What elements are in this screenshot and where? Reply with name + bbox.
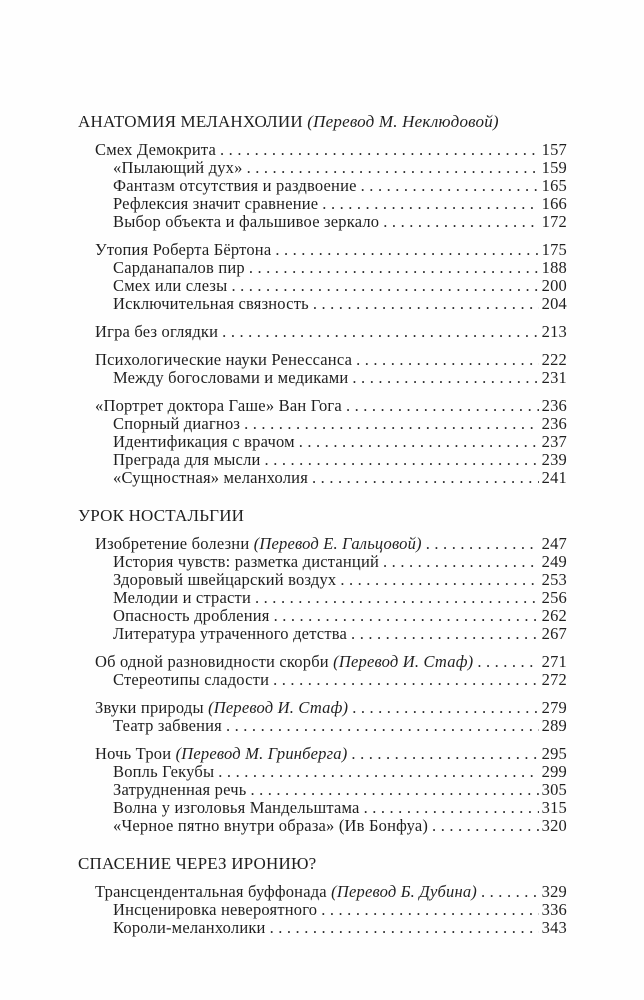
dot-leader — [226, 717, 539, 735]
dot-leader — [352, 369, 538, 387]
toc-entry — [78, 717, 567, 735]
toc-entry-title: Между богословами и медиками — [113, 368, 349, 387]
toc-entry — [78, 159, 567, 177]
toc-entry-title: Мелодии и страсти — [113, 588, 251, 607]
toc-entry-page: 204 — [541, 294, 567, 313]
dot-leader — [218, 763, 538, 781]
toc-entry — [78, 817, 567, 835]
toc-entry — [78, 433, 567, 451]
toc-entry — [78, 141, 567, 159]
toc-entry — [78, 369, 567, 387]
toc-entry — [78, 745, 567, 763]
toc-entry-title: Психологические науки Ренессанса — [95, 350, 353, 369]
toc-entry-page: 249 — [541, 552, 567, 571]
toc-entry-title: История чувств: разметка дистанций — [113, 552, 380, 571]
toc-entry — [78, 259, 567, 277]
toc-entry-title: Об одной разновидности скорби (Перевод И. Стаф) — [95, 652, 474, 671]
dot-leader — [351, 625, 539, 643]
dot-leader — [340, 571, 538, 589]
toc-entry — [78, 415, 567, 433]
toc-entry-page: 157 — [541, 140, 567, 159]
toc-entry-page: 262 — [541, 606, 567, 625]
toc-entry-page: 271 — [541, 652, 567, 671]
section-heading-text: СПАСЕНИЕ ЧЕРЕЗ ИРОНИЮ? — [78, 854, 317, 873]
toc-entry — [78, 763, 567, 781]
toc-section — [78, 507, 567, 835]
toc-entry-title: Инсценировка невероятного — [113, 900, 318, 919]
toc-entry — [78, 553, 567, 571]
dot-leader — [383, 213, 538, 231]
dot-leader — [432, 817, 539, 835]
dot-leader — [231, 277, 538, 295]
toc-entry — [78, 277, 567, 295]
toc-entry — [78, 671, 567, 689]
toc-entry-title: Затрудненная речь — [113, 780, 247, 799]
toc-entry-page: 236 — [541, 414, 567, 433]
toc-entry — [78, 901, 567, 919]
dot-leader — [481, 883, 539, 901]
dot-leader — [255, 589, 539, 607]
dot-leader — [249, 259, 539, 277]
dot-leader — [274, 607, 539, 625]
toc-entry-title: Спорный диагноз — [113, 414, 241, 433]
toc-entry-title: Смех Демокрита — [95, 140, 217, 159]
toc-entry — [78, 625, 567, 643]
toc-content — [78, 93, 567, 937]
toc-entry-title: Исключительная связность — [113, 294, 309, 313]
toc-entry-title: Преграда для мысли — [113, 450, 261, 469]
toc-entry-title: Ночь Трои (Перевод М. Гринберга) — [95, 744, 348, 763]
dot-leader — [313, 295, 539, 313]
toc-entry-page: 237 — [541, 432, 567, 451]
toc-entry — [78, 241, 567, 259]
toc-entry-page: 320 — [541, 816, 567, 835]
toc-entry-page: 213 — [541, 322, 567, 341]
toc-entry-translator: (Перевод И. Стаф) — [333, 652, 474, 671]
toc-entry-page: 343 — [541, 918, 567, 937]
toc-entry-translator: (Перевод М. Гринберга) — [175, 744, 348, 763]
dot-leader — [346, 397, 539, 415]
dot-leader — [270, 919, 539, 937]
toc-entry-title: Утопия Роберта Бёртона — [95, 240, 272, 259]
toc-entry-page: 166 — [541, 194, 567, 213]
dot-leader — [361, 177, 539, 195]
section-heading — [78, 507, 567, 525]
toc-entry-page: 236 — [541, 396, 567, 415]
toc-entry-title: «Черное пятно внутри образа» (Ив Бонфуа) — [113, 816, 429, 835]
toc-entry — [78, 653, 567, 671]
toc-entry-page: 222 — [541, 350, 567, 369]
toc-entry — [78, 607, 567, 625]
dot-leader — [244, 415, 539, 433]
dot-leader — [364, 799, 539, 817]
toc-entry — [78, 195, 567, 213]
toc-entry — [78, 213, 567, 231]
toc-entry-page: 336 — [541, 900, 567, 919]
dot-leader — [426, 535, 539, 553]
toc-entry — [78, 781, 567, 799]
toc-entry-title: Здоровый швейцарский воздух — [113, 570, 337, 589]
toc-entry — [78, 451, 567, 469]
toc-entry-page: 188 — [541, 258, 567, 277]
toc-entry-title: Идентификация с врачом — [113, 432, 295, 451]
toc-entry-title: Игра без оглядки — [95, 322, 219, 341]
section-heading — [78, 113, 567, 131]
toc-entry-title: Сарданапалов пир — [113, 258, 245, 277]
toc-entry-title: «Пылающий дух» — [113, 158, 243, 177]
toc-entry-page: 267 — [541, 624, 567, 643]
toc-entry-page: 272 — [541, 670, 567, 689]
toc-entry — [78, 799, 567, 817]
toc-entry-title: «Портрет доктора Гаше» Ван Гога — [95, 396, 342, 415]
dot-leader — [356, 351, 539, 369]
toc-entry-title: Звуки природы (Перевод И. Стаф) — [95, 698, 349, 717]
toc-entry-page: 247 — [541, 534, 567, 553]
toc-entry-translator: (Перевод Е. Гальцовой) — [253, 534, 422, 553]
toc-entry-page: 305 — [541, 780, 567, 799]
toc-entry — [78, 177, 567, 195]
toc-entry-title: Рефлексия значит сравнение — [113, 194, 319, 213]
dot-leader — [247, 159, 539, 177]
toc-entry-title: Смех или слезы — [113, 276, 228, 295]
section-heading-text: АНАТОМИЯ МЕЛАНХОЛИИ — [78, 112, 308, 131]
section-heading-translator: (Перевод М. Неклюдовой) — [307, 112, 499, 131]
dot-leader — [321, 901, 538, 919]
toc-entry-page: 200 — [541, 276, 567, 295]
toc-entry-page: 175 — [541, 240, 567, 259]
toc-entry — [78, 535, 567, 553]
toc-entry-title: Вопль Гекубы — [113, 762, 215, 781]
toc-entry-page: 239 — [541, 450, 567, 469]
toc-entry-title: Волна у изголовья Мандельштама — [113, 798, 360, 817]
toc-entry-page: 256 — [541, 588, 567, 607]
toc-entry-page: 241 — [541, 468, 567, 487]
toc-entry-title: Короли-меланхолики — [113, 918, 266, 937]
dot-leader — [299, 433, 539, 451]
toc-entry-title: Опасность дробления — [113, 606, 270, 625]
toc-entry-translator: (Перевод Б. Дубина) — [331, 882, 477, 901]
dot-leader — [220, 141, 539, 159]
dot-leader — [477, 653, 538, 671]
dot-leader — [351, 745, 538, 763]
toc-entry-page: 295 — [541, 744, 567, 763]
toc-entry-title: Изобретение болезни (Перевод Е. Гальцовой) — [95, 534, 422, 553]
toc-entry-title: Фантазм отсутствия и раздвоение — [113, 176, 357, 195]
dot-leader — [265, 451, 539, 469]
toc-entry-title: Литература утраченного детства — [113, 624, 348, 643]
toc-entry-page: 159 — [541, 158, 567, 177]
toc-entry — [78, 351, 567, 369]
section-heading — [78, 855, 567, 873]
dot-leader — [222, 323, 538, 341]
toc-section — [78, 855, 567, 937]
toc-entry-translator: (Перевод И. Стаф) — [208, 698, 349, 717]
toc-entry — [78, 323, 567, 341]
dot-leader — [352, 699, 538, 717]
toc-entry-page: 329 — [541, 882, 567, 901]
toc-entry-title: Стереотипы сладости — [113, 670, 270, 689]
toc-section — [78, 113, 567, 487]
toc-entry-page: 231 — [541, 368, 567, 387]
toc-entry-title: Выбор объекта и фальшивое зеркало — [113, 212, 380, 231]
toc-entry — [78, 699, 567, 717]
toc-entry-page: 289 — [541, 716, 567, 735]
toc-entry — [78, 571, 567, 589]
toc-entry-title: Театр забвения — [113, 716, 222, 735]
toc-entry — [78, 397, 567, 415]
toc-entry-page: 299 — [541, 762, 567, 781]
dot-leader — [383, 553, 539, 571]
toc-entry — [78, 295, 567, 313]
dot-leader — [250, 781, 538, 799]
toc-entry — [78, 469, 567, 487]
toc-entry-title: «Сущностная» меланхолия — [113, 468, 309, 487]
dot-leader — [273, 671, 539, 689]
toc-entry-page: 253 — [541, 570, 567, 589]
dot-leader — [312, 469, 539, 487]
section-heading-text: УРОК НОСТАЛЬГИИ — [78, 506, 245, 525]
toc-entry-page: 165 — [541, 176, 567, 195]
dot-leader — [275, 241, 538, 259]
toc-entry — [78, 589, 567, 607]
toc-entry-page: 315 — [541, 798, 567, 817]
toc-entry — [78, 883, 567, 901]
toc-entry-page: 279 — [541, 698, 567, 717]
toc-entry-title: Трансцендентальная буффонада (Перевод Б. Дубина) — [95, 882, 477, 901]
dot-leader — [322, 195, 538, 213]
toc-entry-page: 172 — [541, 212, 567, 231]
toc-entry — [78, 919, 567, 937]
